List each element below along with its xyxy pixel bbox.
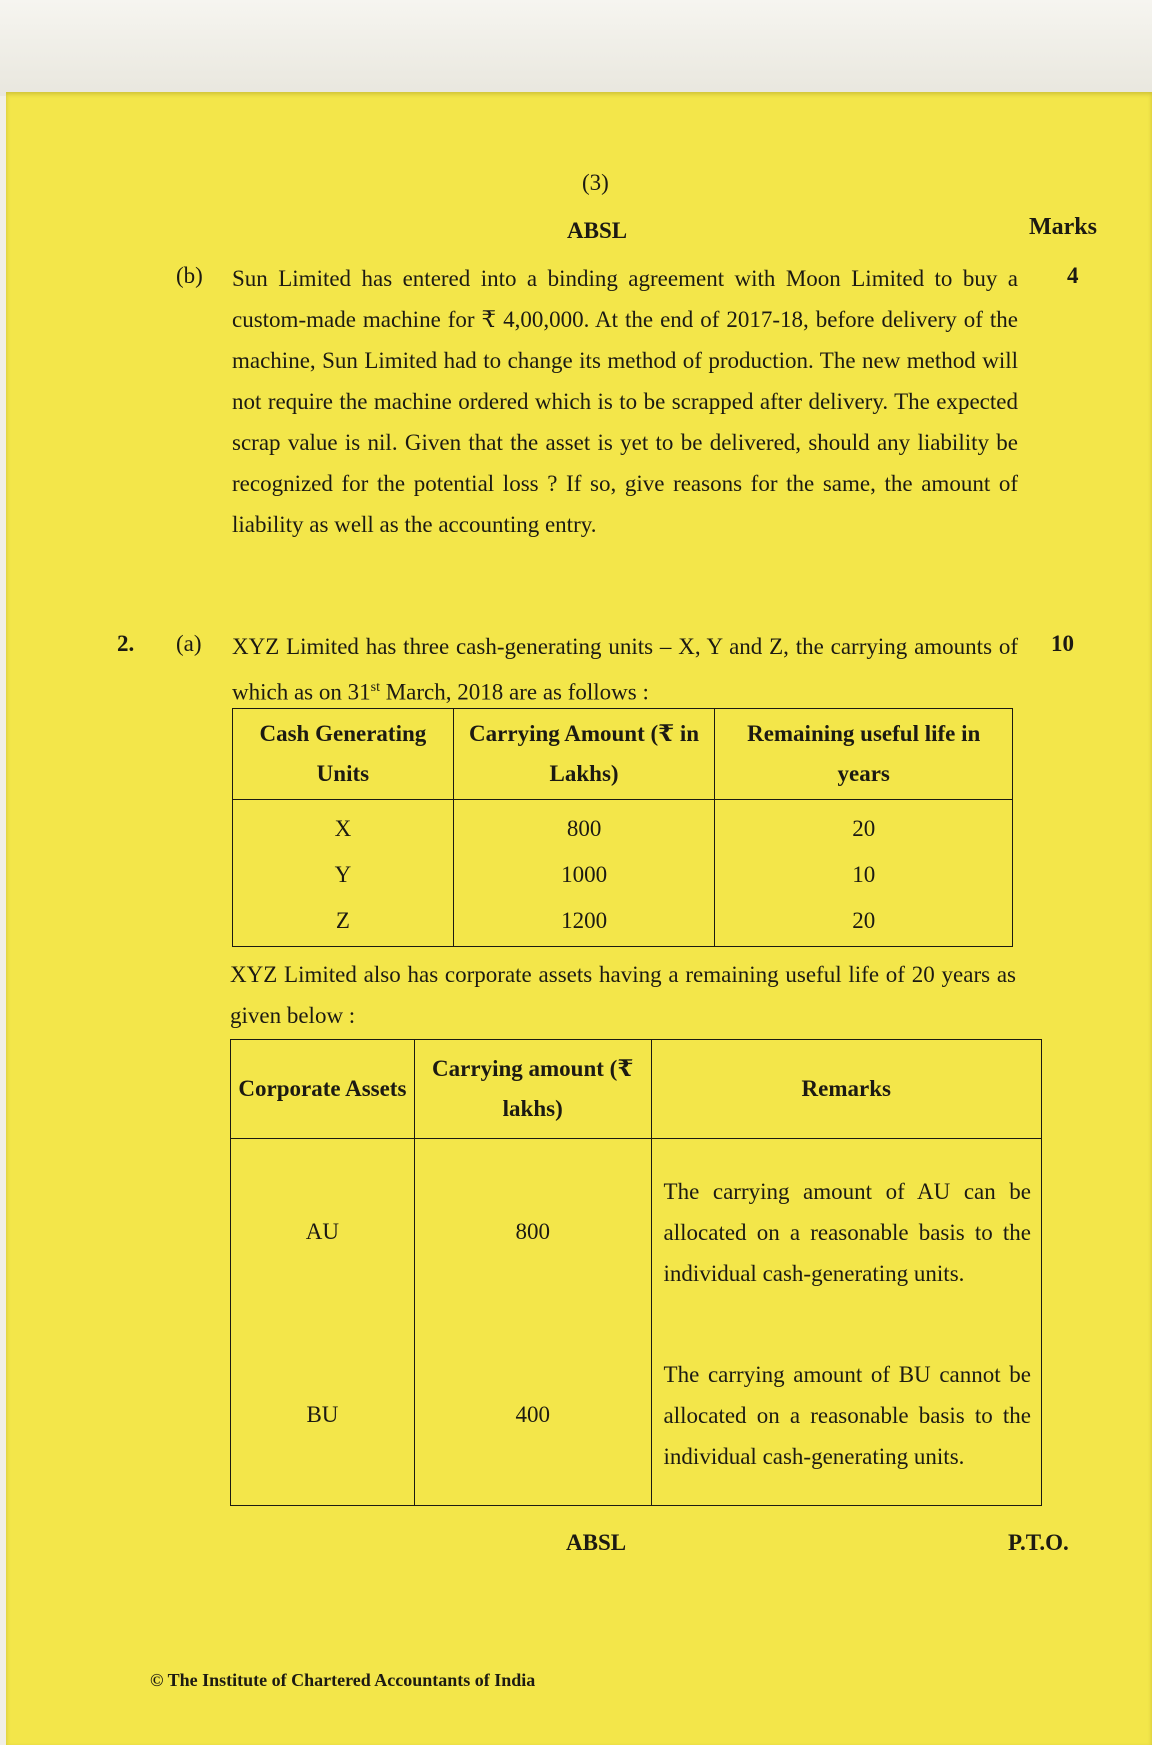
table-row <box>233 898 1013 947</box>
question-1b-marks: 4 <box>1067 263 1079 288</box>
question-1b-text: Sun Limited has entered into a binding agreement with Moon Limited to buy a custom-made machine for ₹ 4,00,000. At the end of 2017-18, before delivery of the machine, Sun Limited had to change its method of production. The new method will not require the machine ordered which is to be scrapped after delivery. The expected scrap value is nil. Given that the asset is yet to be delivered, should any liability be recognized for the potential loss ? If so, give reasons for the same, the amount of liability as well as the accounting entry. <box>232 266 1018 537</box>
page-number: (3) <box>582 170 609 195</box>
column-header: Cash Generating Units <box>233 709 454 800</box>
question-2-number: 2. <box>117 631 135 656</box>
table-header-row <box>233 709 1013 800</box>
table-row <box>231 1139 1042 1326</box>
table-cell: BU <box>231 1325 415 1506</box>
table-cell: 800 <box>414 1139 651 1326</box>
corporate-assets-intro: XYZ Limited also has corporate assets having a remaining useful life of 20 years as given below : <box>230 962 1016 1028</box>
table-cell: AU <box>231 1139 415 1326</box>
column-header: Remarks <box>651 1040 1041 1139</box>
table-row <box>233 852 1013 898</box>
table-header-row <box>231 1040 1042 1139</box>
cash-generating-units-table <box>232 708 1013 947</box>
question-1b-label: (b) <box>176 263 203 288</box>
column-header: Corporate Assets <box>231 1040 415 1139</box>
remarks-cell: The carrying amount of AU can be allocated on a reasonable basis to the individual cash-generating units. <box>651 1139 1041 1326</box>
column-header: Carrying amount (₹ lakhs) <box>414 1040 651 1139</box>
table-cell: 800 <box>453 800 715 853</box>
table-cell: 20 <box>715 898 1013 947</box>
table-cell: 20 <box>715 800 1013 853</box>
table-cell: 1000 <box>453 852 715 898</box>
paper-code-header: ABSL <box>567 218 628 243</box>
intro-text-part1: XYZ Limited has three cash-generating units – X, Y and Z, the carrying amounts of which as on 31 <box>232 634 1018 705</box>
table-row <box>231 1325 1042 1506</box>
table-cell: 1200 <box>453 898 715 947</box>
copyright-notice: © The Institute of Chartered Accountants of India <box>150 1670 536 1690</box>
remarks-cell: The carrying amount of BU cannot be allocated on a reasonable basis to the individual cash-generating units. <box>651 1325 1041 1506</box>
corporate-assets-table <box>230 1039 1042 1506</box>
question-2a-marks: 10 <box>1051 631 1074 656</box>
column-header: Remaining useful life in years <box>715 709 1013 800</box>
table-cell: X <box>233 800 454 853</box>
paper-code-footer: ABSL <box>566 1530 627 1555</box>
table-row <box>233 800 1013 853</box>
table-cell: 400 <box>414 1325 651 1506</box>
marks-column-heading: Marks <box>1029 214 1097 240</box>
question-2a-label: (a) <box>176 631 202 656</box>
scan-background <box>0 0 1152 96</box>
table-cell: Y <box>233 852 454 898</box>
table-cell: Z <box>233 898 454 947</box>
column-header: Carrying Amount (₹ in Lakhs) <box>453 709 715 800</box>
table-cell: 10 <box>715 852 1013 898</box>
question-2a-intro <box>232 626 1018 713</box>
intro-superscript: st <box>370 680 380 695</box>
intro-text-part2: March, 2018 are as follows : <box>379 679 649 705</box>
please-turn-over: P.T.O. <box>1008 1530 1069 1555</box>
